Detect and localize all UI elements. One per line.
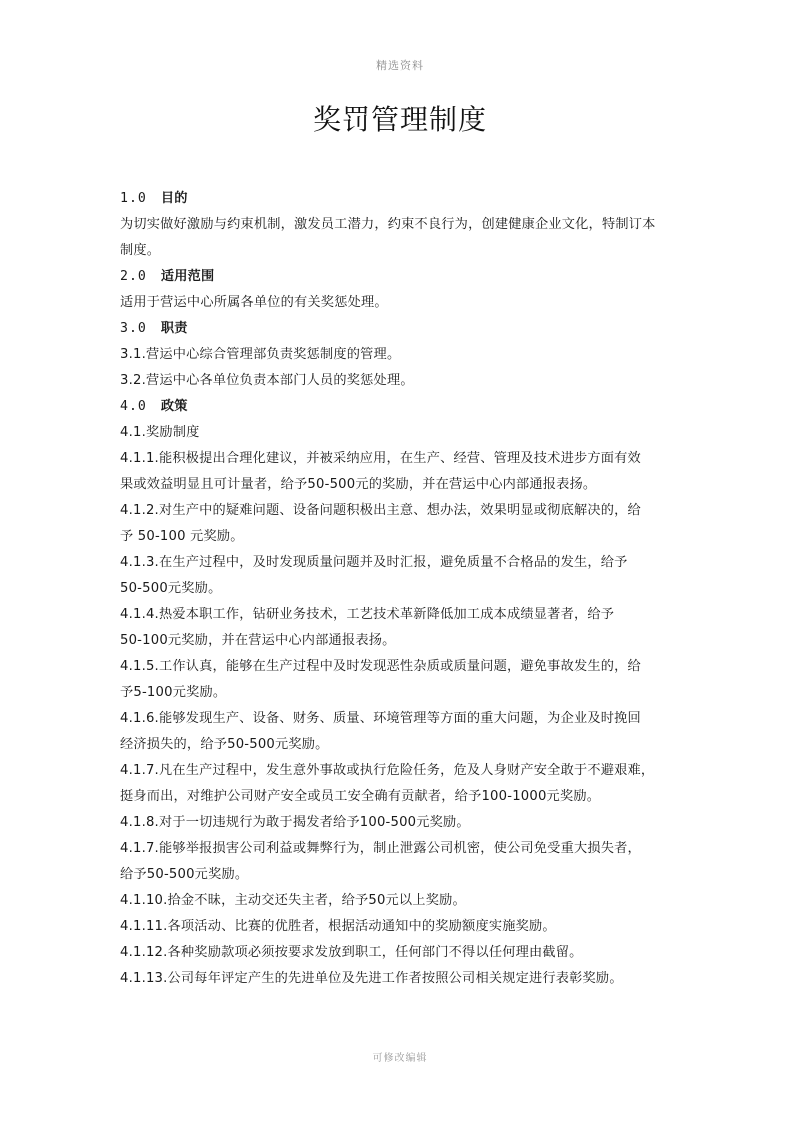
paragraph-line: 给予50-500元奖励。 [120, 867, 249, 882]
paragraph-line: 4.1.5.工作认真，能够在生产过程中及时发现恶性杂质或质量问题，避免事故发生的，给 [120, 659, 641, 674]
paragraph-line: 4.1.3.在生产过程中，及时发现质量问题并及时汇报，避免质量不合格品的发生，给予 [120, 555, 628, 570]
paragraph [120, 290, 690, 316]
paragraph [120, 654, 690, 706]
paragraph [120, 810, 690, 836]
paragraph [120, 888, 690, 914]
section-heading-text: 政策 [160, 399, 188, 414]
section-heading [120, 264, 690, 290]
section-number: 4.0 [120, 399, 147, 414]
document-title: 奖罚管理制度 [312, 103, 487, 136]
paragraph [120, 342, 690, 368]
paragraph-line: 果或效益明显且可计量者，给予50-500元的奖励，并在营运中心内部通报表扬。 [120, 477, 597, 492]
paragraph-line: 挺身而出，对维护公司财产安全或员工安全确有贡献者，给予100-1000元奖励。 [120, 789, 601, 804]
header-note: 精选资料 [376, 59, 424, 72]
paragraph-line: 4.1.6.能够发现生产、设备、财务、质量、环境管理等方面的重大问题，为企业及时挽回 [120, 711, 641, 726]
paragraph-line: 4.1.1.能积极提出合理化建议，并被采纳应用，在生产、经营、管理及技术进步方面有效 [120, 451, 641, 466]
paragraph [120, 966, 690, 992]
section-heading-text: 职责 [160, 321, 188, 336]
paragraph-line: 4.1.2.对生产中的疑难问题、设备问题积极出主意、想办法，效果明显或彻底解决的，给 [120, 503, 641, 518]
paragraph-line: 4.1.8.对于一切违规行为敢于揭发者给予100-500元奖励。 [120, 815, 470, 830]
section-number: 3.0 [120, 321, 147, 336]
paragraph [120, 446, 690, 498]
section-heading-text: 目的 [160, 191, 188, 206]
paragraph-line: 4.1.12.各种奖励款项必须按要求发放到职工，任何部门不得以任何理由截留。 [120, 945, 583, 960]
paragraph-line: 50-100元奖励，并在营运中心内部通报表扬。 [120, 633, 396, 648]
paragraph [120, 706, 690, 758]
paragraph-line: 予5-100元奖励。 [120, 685, 227, 700]
paragraph [120, 836, 690, 888]
paragraph [120, 914, 690, 940]
paragraph-line: 4.1.11.各项活动、比赛的优胜者，根据活动通知中的奖励额度实施奖励。 [120, 919, 556, 934]
paragraph [120, 420, 690, 446]
paragraph-line: 3.2.营运中心各单位负责本部门人员的奖惩处理。 [120, 373, 414, 388]
paragraph-line: 4.1.13.公司每年评定产生的先进单位及先进工作者按照公司相关规定进行表彰奖励。 [120, 971, 623, 986]
paragraph [120, 368, 690, 394]
paragraph-line: 制度。 [120, 243, 161, 258]
paragraph-line: 为切实做好激励与约束机制，激发员工潜力，约束不良行为，创建健康企业文化，特制订本 [120, 217, 656, 232]
paragraph [120, 212, 690, 264]
paragraph [120, 550, 690, 602]
paragraph-line: 经济损失的，给予50-500元奖励。 [120, 737, 329, 752]
section-heading [120, 316, 690, 342]
paragraph-line: 50-500元奖励。 [120, 581, 222, 596]
paragraph [120, 758, 690, 810]
section-heading [120, 394, 690, 420]
paragraph [120, 498, 690, 550]
paragraph-line: 予 50-100 元奖励。 [120, 529, 244, 544]
document-body [120, 186, 690, 992]
paragraph [120, 602, 690, 654]
paragraph-line: 适用于营运中心所属各单位的有关奖惩处理。 [120, 295, 388, 310]
paragraph-line: 4.1.10.拾金不昧，主动交还失主者，给予50元以上奖励。 [120, 893, 466, 908]
paragraph-line: 4.1.7.凡在生产过程中，发生意外事故或执行危险任务，危及人身财产安全敢于不避艰难， [120, 763, 655, 778]
footer-note: 可修改编辑 [372, 1053, 428, 1064]
section-heading [120, 186, 690, 212]
paragraph [120, 940, 690, 966]
paragraph-line: 4.1.奖励制度 [120, 425, 200, 440]
paragraph-line: 4.1.7.能够举报损害公司利益或舞弊行为，制止泄露公司机密，使公司免受重大损失者， [120, 841, 641, 856]
section-heading-text: 适用范围 [160, 269, 215, 284]
paragraph-line: 3.1.营运中心综合管理部负责奖惩制度的管理。 [120, 347, 401, 362]
paragraph-line: 4.1.4.热爱本职工作，钻研业务技术，工艺技术革新降低加工成本成绩显著者，给予 [120, 607, 615, 622]
section-number: 2.0 [120, 269, 147, 284]
section-number: 1.0 [120, 191, 147, 206]
